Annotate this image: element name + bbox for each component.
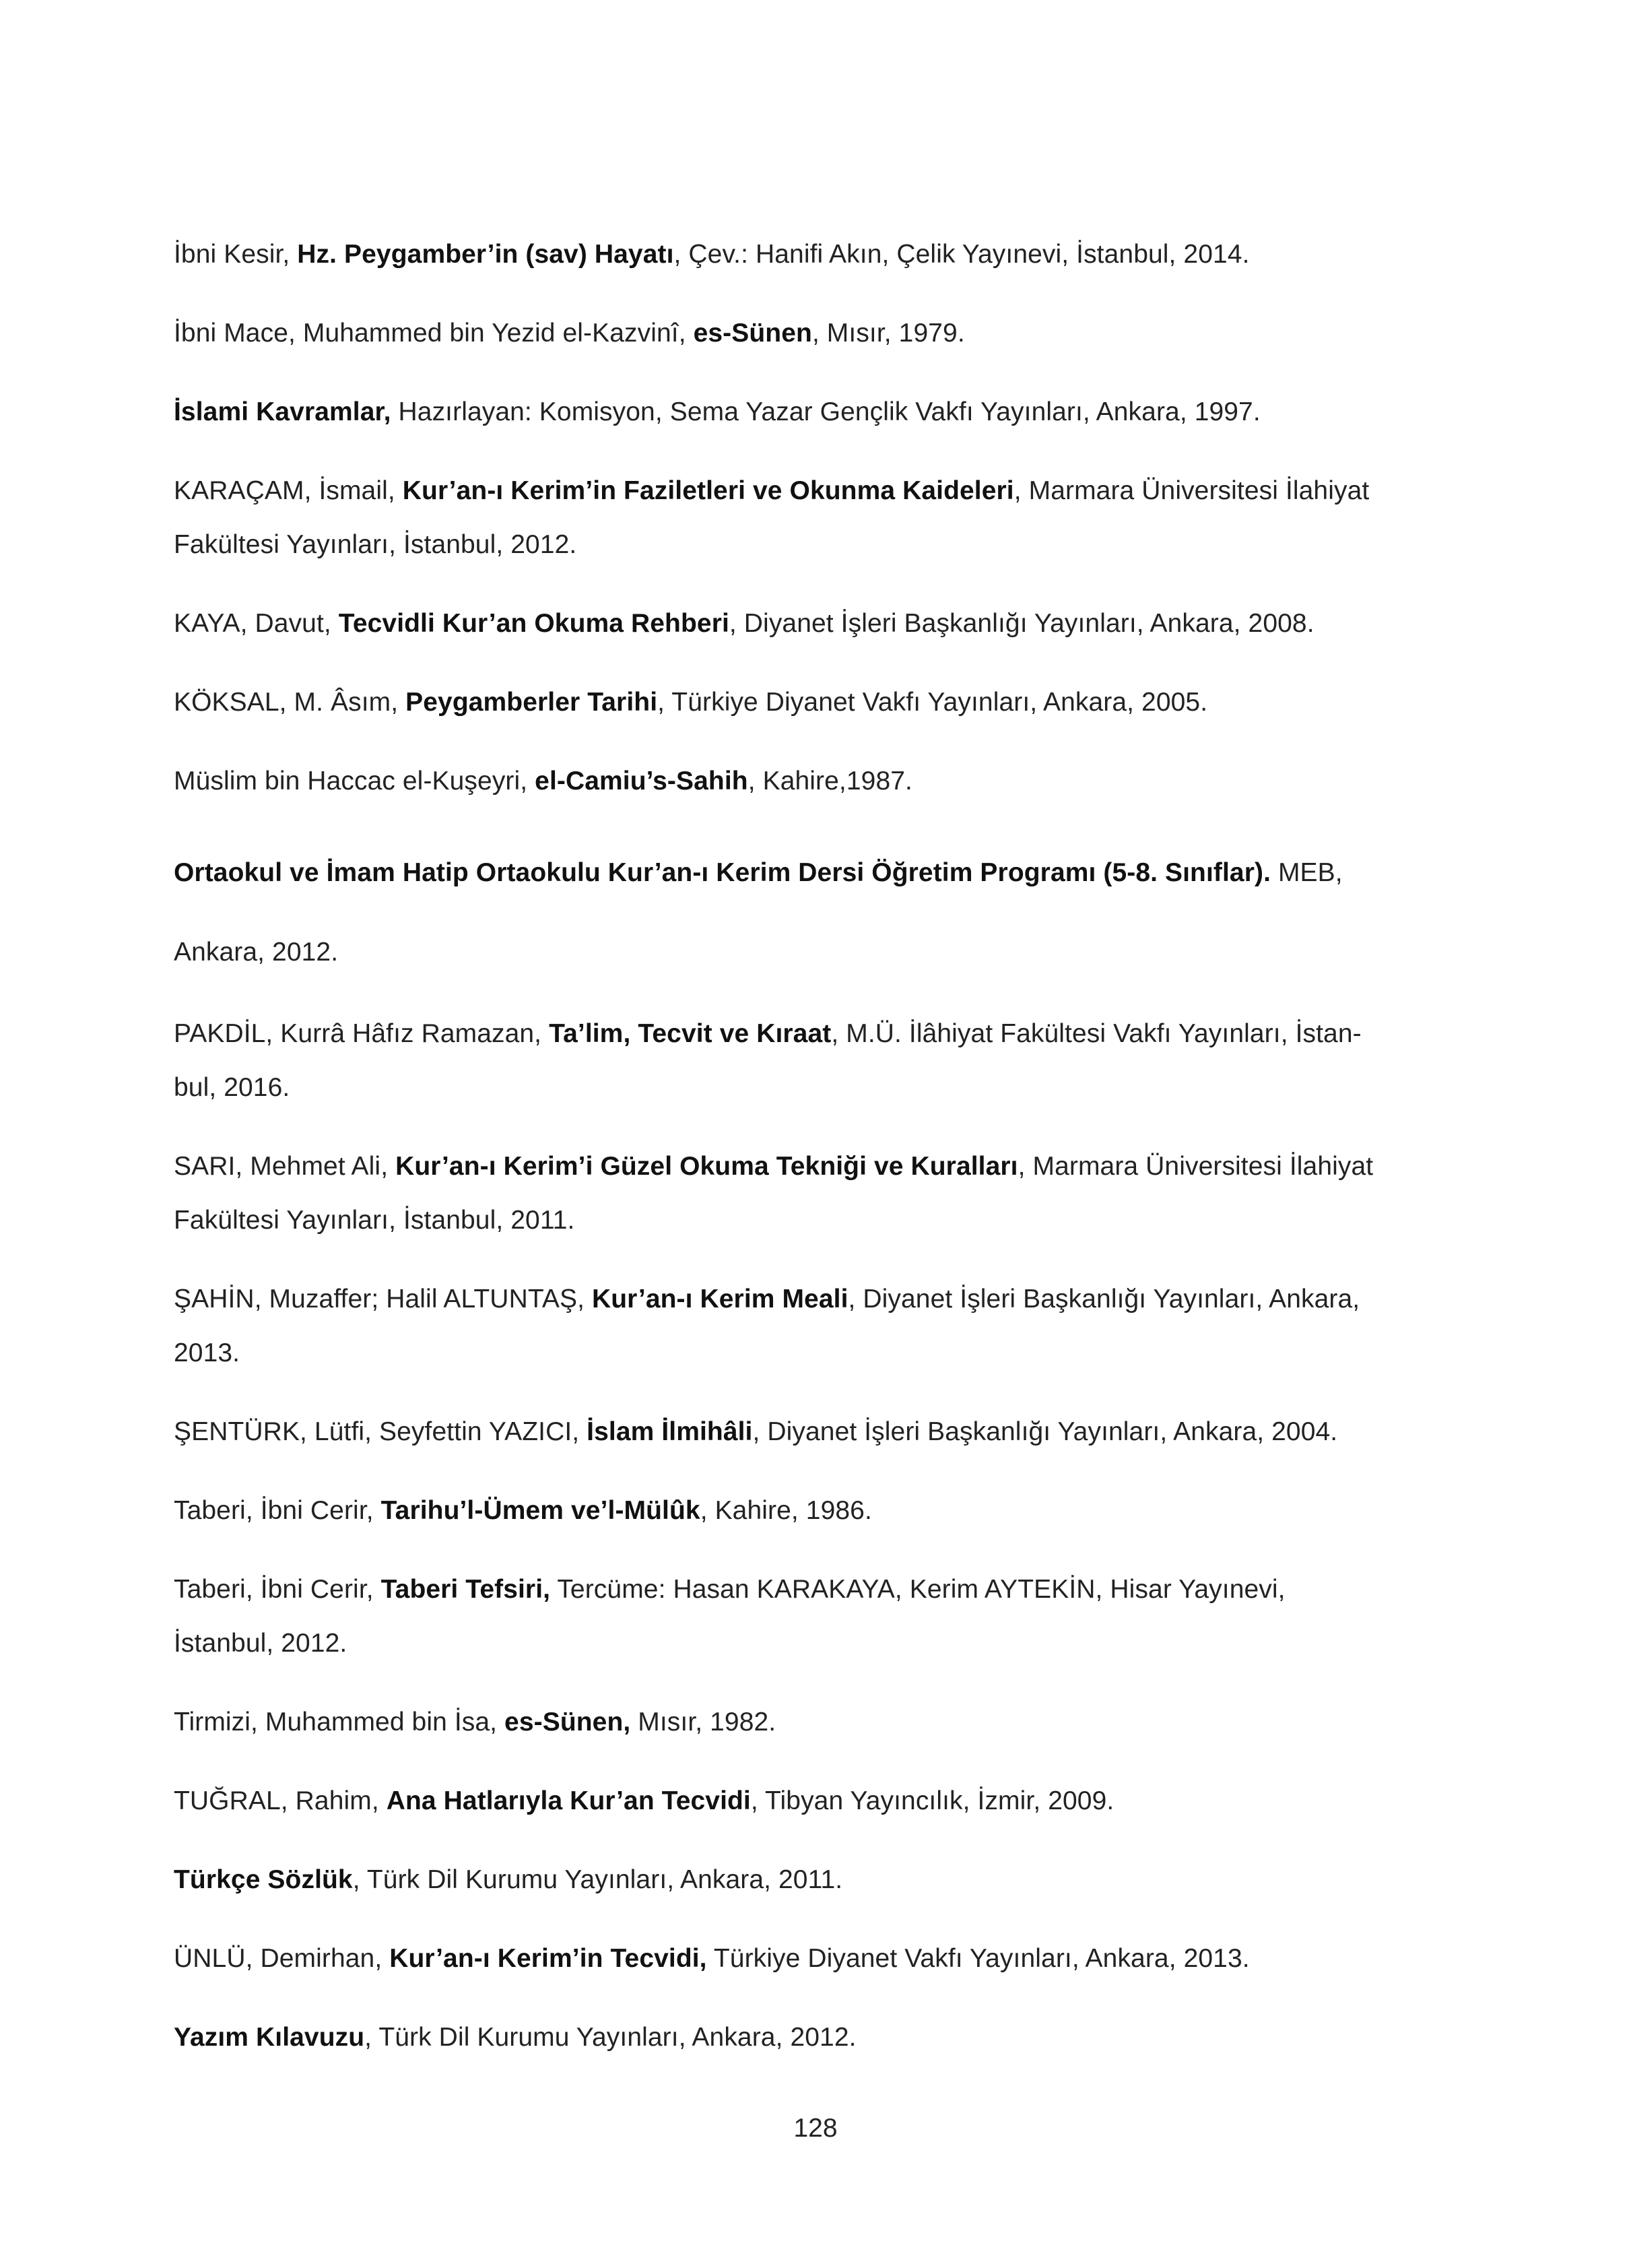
entry-title: İslam İlmihâli (587, 1417, 753, 1446)
entry-title: el-Camiu’s-Sahih (535, 767, 748, 796)
entry-author: İbni Mace, Muhammed bin Yezid el-Kazvinî, (174, 319, 694, 348)
entry-publication-continued: bul, 2016. (174, 1073, 290, 1102)
entry-title: Tarihu’l-Ümem ve’l-Mülûk (380, 1496, 700, 1525)
entry-title: Yazım Kılavuzu (174, 2023, 365, 2052)
entry-title: Hz. Peygamber’in (sav) Hayatı (297, 240, 674, 269)
page-number: 128 (793, 2114, 838, 2143)
entry-title: Kur’an-ı Kerim’i Güzel Okuma Tekniği ve Kuralları (395, 1152, 1018, 1181)
entry-author: KÖKSAL, M. Âsım, (174, 688, 406, 717)
entry-publication-continued: İstanbul, 2012. (174, 1629, 347, 1658)
bibliography-entry (174, 676, 1440, 730)
entry-publication-continued: 2013. (174, 1338, 240, 1367)
bibliography-entry (174, 1774, 1440, 1828)
bibliography-entry (174, 1405, 1440, 1459)
bibliography-entry (174, 1140, 1440, 1248)
bibliography-entry (174, 1272, 1440, 1380)
entry-author: Taberi, İbni Cerir, (174, 1575, 381, 1604)
bibliography-entry (174, 228, 1440, 282)
entry-author: Tirmizi, Muhammed bin İsa, (174, 1708, 505, 1737)
entry-publication-continued: Fakültesi Yayınları, İstanbul, 2011. (174, 1206, 575, 1235)
entry-author: Müslim bin Haccac el-Kuşeyri, (174, 767, 535, 796)
entry-title: Peygamberler Tarihi (405, 688, 658, 717)
bibliography-entry (174, 1932, 1440, 1986)
entry-publication: Mısır, 1982. (630, 1708, 776, 1737)
entry-publication: , Marmara Üniversitesi İlahiyat (1013, 476, 1370, 505)
entry-title: Tecvidli Kur’an Okuma Rehberi (338, 609, 729, 638)
entry-publication: , Diyanet İşleri Başkanlığı Yayınları, Ankara, (848, 1285, 1360, 1314)
entry-publication: , M.Ü. İlâhiyat Fakültesi Vakfı Yayınları, İstan- (831, 1019, 1362, 1048)
bibliography-entry (174, 1007, 1440, 1115)
bibliography-entry (174, 2011, 1440, 2065)
bibliography-entry (174, 1695, 1440, 1749)
bibliography-entry (174, 1563, 1440, 1671)
entry-author: PAKDİL, Kurrâ Hâfız Ramazan, (174, 1019, 550, 1048)
bibliography-entry (174, 754, 1440, 808)
entry-publication: , Türk Dil Kurumu Yayınları, Ankara, 2012. (364, 2023, 857, 2052)
entry-title: es-Sünen (693, 319, 812, 348)
entry-publication: , Diyanet İşleri Başkanlığı Yayınları, Ankara, 2008. (729, 609, 1314, 638)
entry-title: Ana Hatlarıyla Kur’an Tecvidi (386, 1786, 751, 1815)
entry-title: Ortaokul ve İmam Hatip Ortaokulu Kur’an-ı Kerim Dersi Öğretim Programı (5-8. Sınıflar). (174, 858, 1271, 887)
entry-title: es-Sünen, (504, 1708, 631, 1737)
entry-author: ŞENTÜRK, Lütfi, Seyfettin YAZICI, (174, 1417, 587, 1446)
entry-publication: , Türk Dil Kurumu Yayınları, Ankara, 2011. (352, 1865, 843, 1894)
entry-publication: , Diyanet İşleri Başkanlığı Yayınları, Ankara, 2004. (752, 1417, 1338, 1446)
entry-author: Taberi, İbni Cerir, (174, 1496, 381, 1525)
bibliography-entry (174, 464, 1440, 572)
entry-title: Kur’an-ı Kerim Meali (591, 1285, 848, 1314)
entry-publication: Hazırlayan: Komisyon, Sema Yazar Gençlik Vakfı Yayınları, Ankara, 1997. (391, 397, 1261, 426)
entry-title: Türkçe Sözlük (174, 1865, 353, 1894)
bibliography-entry (174, 597, 1440, 651)
entry-publication-continued: Fakültesi Yayınları, İstanbul, 2012. (174, 530, 577, 559)
entry-author: İbni Kesir, (174, 240, 298, 269)
entry-author: KARAÇAM, İsmail, (174, 476, 403, 505)
entry-publication: , Mısır, 1979. (811, 319, 965, 348)
entry-publication: , Çev.: Hanifi Akın, Çelik Yayınevi, İstanbul, 2014. (673, 240, 1250, 269)
bibliography-entry (174, 1853, 1440, 1907)
entry-title: İslami Kavramlar, (174, 397, 391, 426)
bibliography-entry (174, 833, 1440, 992)
entry-author: ÜNLÜ, Demirhan, (174, 1944, 390, 1973)
entry-author: TUĞRAL, Rahim, (174, 1786, 387, 1815)
entry-publication: , Kahire, 1986. (700, 1496, 872, 1525)
entry-title: Taberi Tefsiri, (380, 1575, 551, 1604)
entry-author: KAYA, Davut, (174, 609, 339, 638)
entry-title: Ta’lim, Tecvit ve Kıraat (549, 1019, 832, 1048)
entry-publication: , Kahire,1987. (747, 767, 912, 796)
entry-publication-continued: Ankara, 2012. (174, 938, 339, 967)
bibliography-entry (174, 385, 1440, 439)
entry-publication: MEB, (1271, 858, 1343, 887)
bibliography-entry (174, 1484, 1440, 1538)
entry-publication: , Tibyan Yayıncılık, İzmir, 2009. (750, 1786, 1114, 1815)
bibliography-list (174, 228, 1440, 2089)
entry-publication: , Türkiye Diyanet Vakfı Yayınları, Ankara, 2005. (657, 688, 1208, 717)
entry-title: Kur’an-ı Kerim’in Faziletleri ve Okunma Kaideleri (402, 476, 1014, 505)
entry-publication: Tercüme: Hasan KARAKAYA, Kerim AYTEKİN, Hisar Yayınevi, (550, 1575, 1286, 1604)
bibliography-entry (174, 306, 1440, 360)
entry-title: Kur’an-ı Kerim’in Tecvidi, (389, 1944, 707, 1973)
entry-publication: , Marmara Üniversitesi İlahiyat (1018, 1152, 1374, 1181)
entry-author: ŞAHİN, Muzaffer; Halil ALTUNTAŞ, (174, 1285, 592, 1314)
entry-author: SARI, Mehmet Ali, (174, 1152, 396, 1181)
entry-publication: Türkiye Diyanet Vakfı Yayınları, Ankara, 2013. (706, 1944, 1250, 1973)
